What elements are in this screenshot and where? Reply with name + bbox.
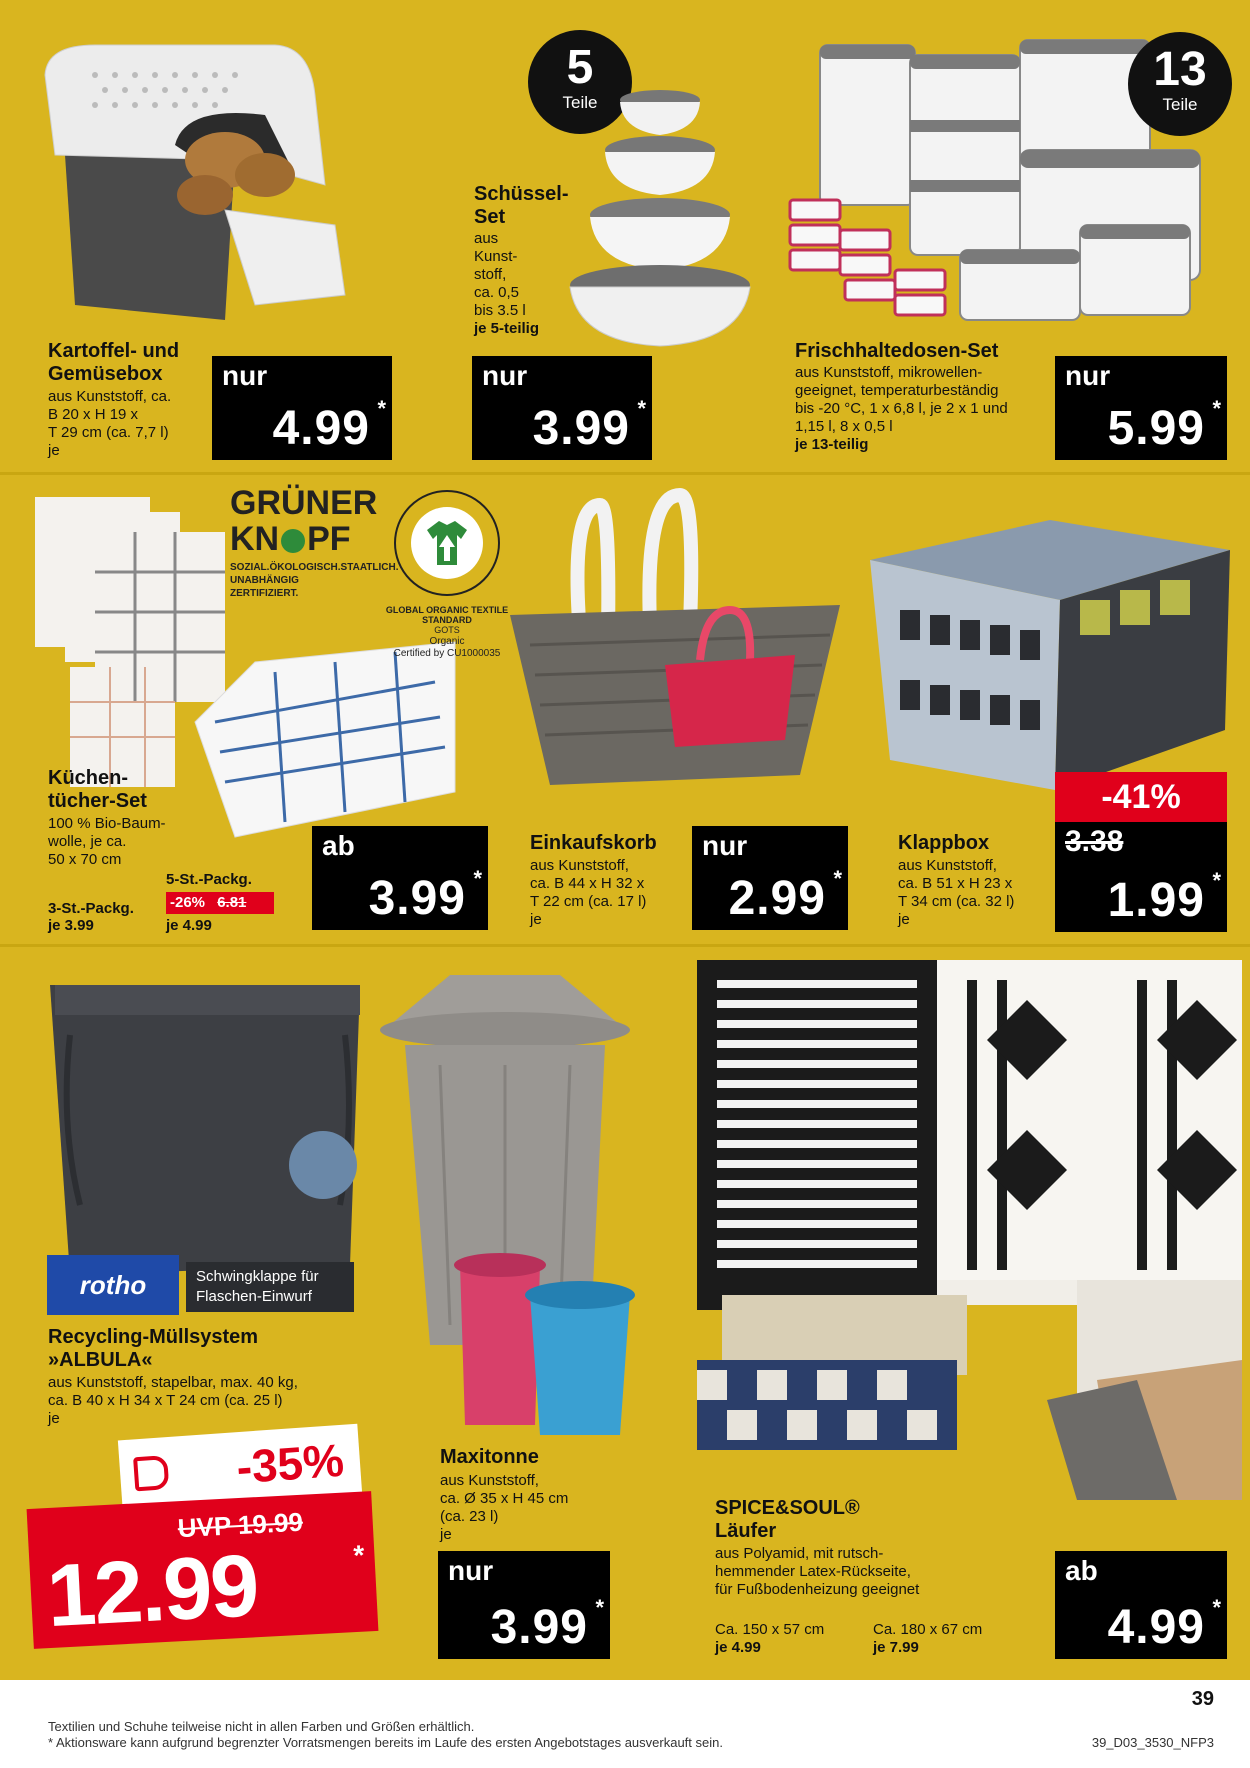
laeufer-desc-line: für Fußbodenheizung geeignet	[715, 1581, 920, 1598]
klappbox-discount-badge: -41%	[1055, 772, 1227, 822]
schuessel-desc-line: stoff,	[474, 266, 507, 283]
kartoffel-desc-line: aus Kunststoff, ca.	[48, 388, 172, 405]
laeufer-size1: Ca. 150 x 57 cm	[715, 1621, 825, 1638]
flap-circle	[289, 1131, 357, 1199]
kuechen-pack5-discount-box	[166, 892, 274, 914]
klappbox-image	[860, 490, 1240, 810]
kuechen-title-line1: Küchen-	[48, 767, 128, 789]
price-amount: 4.99	[1107, 1601, 1205, 1654]
kuechen-pack5-label: 5-St.-Packg.	[166, 871, 252, 888]
badge-text: Teile	[1162, 95, 1198, 114]
schuessel-desc-line: Kunst-	[474, 248, 518, 265]
price-asterisk: *	[833, 866, 842, 891]
einkaufskorb-title: Einkaufskorb	[530, 832, 657, 854]
price-asterisk: *	[377, 396, 386, 421]
kuechen-pack5-old-price: 6.81	[217, 894, 247, 911]
price-amount: 3.99	[532, 402, 630, 455]
gots-organic: Organic	[429, 636, 465, 647]
price-prefix: ab	[322, 830, 355, 861]
albula-desc-line: je	[48, 1410, 60, 1427]
albula-title	[48, 1326, 258, 1372]
schuessel-price-box	[472, 356, 652, 460]
kartoffel-title-line1: Kartoffel- und	[48, 340, 180, 362]
gruener-knopf-sub1: SOZIAL.ÖKOLOGISCH.STAATLICH.	[230, 562, 399, 573]
frischhalte-price-box	[1055, 356, 1227, 460]
price-asterisk: *	[1212, 396, 1221, 421]
maxitonne-title: Maxitonne	[440, 1446, 539, 1468]
laeufer-size2: Ca. 180 x 67 cm	[873, 1621, 983, 1638]
kuechen-price-box	[312, 826, 488, 930]
klappbox-desc	[898, 857, 1014, 929]
maxitonne-desc	[440, 1472, 568, 1544]
albula-desc-line: aus Kunststoff, stapelbar, max. 40 kg,	[48, 1374, 298, 1391]
price-prefix: nur	[448, 1555, 494, 1586]
frischhalte-desc-line: geeignet, temperaturbeständig	[795, 382, 999, 399]
kartoffel-desc	[48, 388, 171, 460]
gots-shirt-icon	[387, 485, 507, 600]
frischhalte-desc-line: aus Kunststoff, mikrowellen-	[795, 364, 983, 381]
schuessel-title-line1: Schüssel-	[474, 183, 569, 205]
price-amount: 3.99	[368, 872, 466, 925]
schuessel-set-image	[560, 80, 760, 350]
kuechen-pack5-discount: -26%	[170, 894, 206, 911]
albula-bin-image	[40, 975, 380, 1280]
row-separator	[0, 944, 1250, 947]
albula-title-line2: »ALBULA«	[48, 1349, 153, 1371]
kartoffel-title	[48, 340, 179, 386]
maxitonne-price-box	[438, 1551, 610, 1659]
schuessel-title	[474, 183, 568, 229]
page-number: 39	[1191, 1688, 1214, 1710]
price-amount: 1.99	[1107, 874, 1205, 927]
price-amount: 4.99	[272, 402, 370, 455]
badge-text: Teile	[562, 93, 598, 112]
gots-certificate: Certified by CU1000035	[393, 648, 501, 659]
kartoffel-desc-line: B 20 x H 19 x	[48, 406, 139, 423]
kuechen-pack5-price: je 4.99	[166, 917, 212, 934]
kuechen-desc	[48, 815, 166, 869]
frischhalte-desc	[795, 364, 1008, 454]
laeufer-title-line2: Läufer	[715, 1520, 777, 1542]
kuechen-desc-line: 50 x 70 cm	[48, 851, 122, 868]
schuessel-desc-line: aus	[474, 230, 499, 247]
klappbox-desc-line: T 34 cm (ca. 32 l)	[898, 893, 1015, 910]
kuechen-desc-line: 100 % Bio-Baum-	[48, 815, 166, 832]
albula-desc	[48, 1374, 298, 1428]
laeufer-title	[715, 1497, 860, 1543]
gots-ring-text: GLOBAL ORGANIC TEXTILE STANDARD	[385, 605, 509, 625]
kuechen-pack3-price: je 3.99	[48, 917, 94, 934]
rotho-brand-text: rotho	[79, 1270, 147, 1300]
gruener-knopf-logo	[230, 484, 399, 600]
laeufer-size2-price: je 7.99	[873, 1639, 919, 1656]
klappbox-desc-line: aus Kunststoff,	[898, 857, 997, 874]
laeufer-desc-line: aus Polyamid, mit rutsch-	[715, 1545, 884, 1562]
einkaufskorb-desc-line: aus Kunststoff,	[530, 857, 629, 874]
price-amount: 2.99	[728, 872, 826, 925]
gruener-knopf-line2b: PF	[307, 520, 351, 558]
klappbox-desc-line: ca. B 51 x H 23 x	[898, 875, 1013, 892]
frischhalte-desc-line: 1,15 l, 8 x 0,5 l	[795, 418, 893, 435]
albula-discount: -35%	[234, 1433, 346, 1494]
schuessel-desc-line: ca. 0,5	[474, 284, 520, 301]
einkaufskorb-desc	[530, 857, 646, 929]
badge-number: 5	[566, 41, 594, 94]
albula-title-line1: Recycling-Müllsystem	[48, 1326, 259, 1348]
row-separator	[0, 472, 1250, 475]
einkaufskorb-price-box	[692, 826, 848, 930]
laeufer-price-box	[1055, 1551, 1227, 1659]
price-asterisk: *	[352, 1539, 366, 1572]
footer-code: 39_D03_3530_NFP3	[1091, 1735, 1214, 1750]
price-prefix: ab	[1065, 1555, 1098, 1586]
maxitonne-desc-line: ca. Ø 35 x H 45 cm	[440, 1490, 569, 1507]
kartoffel-desc-line: T 29 cm (ca. 7,7 l)	[48, 424, 169, 441]
kartoffel-box-image	[35, 35, 355, 325]
rotho-brand-logo	[47, 1255, 179, 1315]
price-amount: 3.99	[490, 1601, 588, 1654]
frischhalte-desc-line: bis -20 °C, 1 x 6,8 l, je 2 x 1 und	[795, 400, 1008, 417]
frischhalte-desc-bold: je 13-teilig	[795, 436, 869, 453]
price-prefix: nur	[702, 830, 748, 861]
albula-price: 12.99	[44, 1535, 260, 1646]
maxitonne-desc-line: aus Kunststoff,	[440, 1472, 539, 1489]
laeufer-desc	[715, 1545, 919, 1599]
schuessel-desc-bold: je 5-teilig	[474, 320, 540, 337]
albula-feature-box	[186, 1262, 354, 1312]
price-asterisk: *	[1212, 868, 1221, 893]
kartoffel-price-box	[212, 356, 392, 460]
einkaufskorb-desc-line: T 22 cm (ca. 17 l)	[530, 893, 647, 910]
kartoffel-desc-line: je	[48, 442, 60, 459]
price-asterisk: *	[1212, 1595, 1221, 1620]
klappbox-title: Klappbox	[898, 832, 990, 854]
page-footer	[0, 1680, 1250, 1768]
price-amount: 5.99	[1107, 402, 1205, 455]
green-button-icon	[281, 529, 305, 553]
kuechen-title-line2: tücher-Set	[48, 790, 147, 812]
klappbox-price-box	[1055, 822, 1227, 932]
gruener-knopf-sub2: UNABHÄNGIG ZERTIFIZIERT.	[230, 575, 299, 599]
price-asterisk: *	[473, 866, 482, 891]
albula-feature-line: Schwingklappe für	[196, 1268, 319, 1285]
albula-price-box	[27, 1491, 379, 1649]
gruener-knopf-line1: GRÜNER	[230, 484, 378, 522]
gruener-knopf-line2a: KN	[230, 520, 280, 558]
laeufer-desc-line: hemmender Latex-Rückseite,	[715, 1563, 911, 1580]
kuechen-desc-line: wolle, je ca.	[48, 833, 127, 850]
schuessel-desc	[474, 230, 539, 338]
maxitonne-image	[370, 965, 690, 1445]
kartoffel-title-line2: Gemüsebox	[48, 363, 163, 385]
einkaufskorb-desc-line: ca. B 44 x H 32 x	[530, 875, 645, 892]
klappbox-old-price: 3.38	[1065, 825, 1124, 858]
klappbox-desc-line: je	[898, 911, 910, 928]
price-asterisk: *	[637, 396, 646, 421]
schuessel-desc-line: bis 3.5 l	[474, 302, 526, 319]
gots-label: GOTS	[434, 625, 460, 635]
price-prefix: nur	[482, 360, 528, 391]
footer-note1: Textilien und Schuhe teilweise nicht in allen Farben und Größen erhältlich.	[48, 1719, 475, 1734]
einkaufskorb-desc-line: je	[530, 911, 542, 928]
schuessel-title-line2: Set	[474, 206, 506, 228]
kuechen-pack3-label: 3-St.-Packg.	[48, 900, 134, 917]
kuechen-title	[48, 767, 147, 813]
albula-uvp: UVP 19.99	[176, 1506, 304, 1544]
price-prefix: nur	[1065, 360, 1111, 391]
laeufer-size1-price: je 4.99	[715, 1639, 761, 1656]
einkaufskorb-image	[500, 485, 850, 825]
albula-desc-line: ca. B 40 x H 34 x T 24 cm (ca. 25 l)	[48, 1392, 283, 1409]
badge-number: 13	[1153, 43, 1207, 96]
megaphone-icon	[133, 1455, 169, 1491]
frischhalte-count-badge	[1128, 32, 1232, 136]
laeufer-title-line1: SPICE&SOUL®	[715, 1497, 860, 1519]
price-asterisk: *	[595, 1595, 604, 1620]
maxitonne-desc-line: (ca. 23 l)	[440, 1508, 499, 1525]
maxitonne-desc-line: je	[440, 1526, 452, 1543]
price-prefix: nur	[222, 360, 268, 391]
frischhalte-title: Frischhaltedosen-Set	[795, 340, 999, 362]
albula-feature-line: Flaschen-Einwurf	[196, 1288, 312, 1305]
laeufer-rug-image	[697, 960, 1242, 1500]
footer-note2: * Aktionsware kann aufgrund begrenzter Vorratsmengen bereits im Laufe des ersten Angebotstages ausverkauft sein.	[48, 1735, 723, 1750]
